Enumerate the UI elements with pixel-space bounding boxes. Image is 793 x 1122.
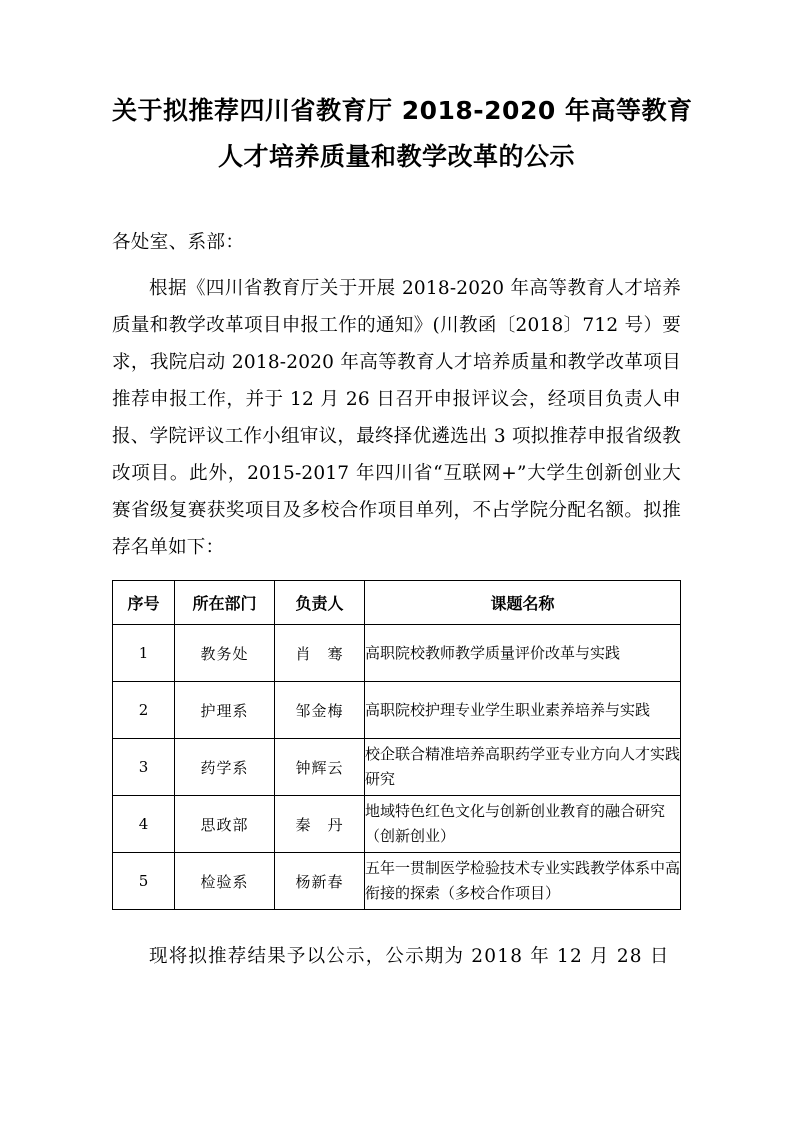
cell-topic: 地域特色红色文化与创新创业教育的融合研究（创新创业） <box>365 796 681 853</box>
table-header-row <box>113 581 681 625</box>
column-header-person: 负责人 <box>275 581 365 625</box>
salutation: 各处室、系部： <box>112 232 245 253</box>
closing-paragraph: 现将拟推荐结果予以公示，公示期为 2018 年 12 月 28 日 <box>149 946 670 967</box>
cell-topic: 五年一贯制医学检验技术专业实践教学体系中高衔接的探索（多校合作项目） <box>365 853 681 910</box>
cell-department: 检验系 <box>175 853 275 910</box>
cell-person: 肖 骞 <box>275 625 365 682</box>
cell-topic: 高职院校护理专业学生职业素养培养与实践 <box>365 682 681 739</box>
recommendation-table <box>112 580 681 910</box>
cell-index: 4 <box>113 796 175 853</box>
cell-department: 思政部 <box>175 796 275 853</box>
cell-index: 1 <box>113 625 175 682</box>
cell-person: 秦 丹 <box>275 796 365 853</box>
column-header-index: 序号 <box>113 581 175 625</box>
cell-department: 护理系 <box>175 682 275 739</box>
cell-index: 2 <box>113 682 175 739</box>
cell-department: 药学系 <box>175 739 275 796</box>
cell-topic: 高职院校教师教学质量评价改革与实践 <box>365 625 681 682</box>
table-row <box>113 625 681 682</box>
title-line-2: 人才培养质量和教学改革的公示 <box>217 142 575 171</box>
cell-person: 邹金梅 <box>275 682 365 739</box>
page-title <box>112 88 693 180</box>
body-paragraph: 根据《四川省教育厅关于开展 2018-2020 年高等教育人才培养质量和教学改革项目申报工作的通知》(川教函〔2018〕712 号）要求，我院启动 2018-2020 年高等教育人才培养质量和教学改革项目推荐申报工作，并于 12 月 26 日召开申报评议会，经项目负责人申报、学院评议工作小组审议，最终择优遴选出 3 项拟推荐申报省级教改项目。此外，2015-2017 年四川省“互联网+”大学生创新创业大赛省级复赛获奖项目及多校合作项目单列，不占学院分配名额。拟推荐名单如下： <box>112 278 681 558</box>
cell-topic: 校企联合精准培养高职药学亚专业方向人才实践研究 <box>365 739 681 796</box>
table-row <box>113 739 681 796</box>
cell-department: 教务处 <box>175 625 275 682</box>
table-row <box>113 796 681 853</box>
table-row <box>113 853 681 910</box>
cell-index: 5 <box>113 853 175 910</box>
table-row <box>113 682 681 739</box>
cell-person: 钟辉云 <box>275 739 365 796</box>
column-header-topic: 课题名称 <box>365 581 681 625</box>
cell-person: 杨新春 <box>275 853 365 910</box>
cell-index: 3 <box>113 739 175 796</box>
title-line-1: 关于拟推荐四川省教育厅 2018-2020 年高等教育 <box>112 96 693 125</box>
column-header-department: 所在部门 <box>175 581 275 625</box>
